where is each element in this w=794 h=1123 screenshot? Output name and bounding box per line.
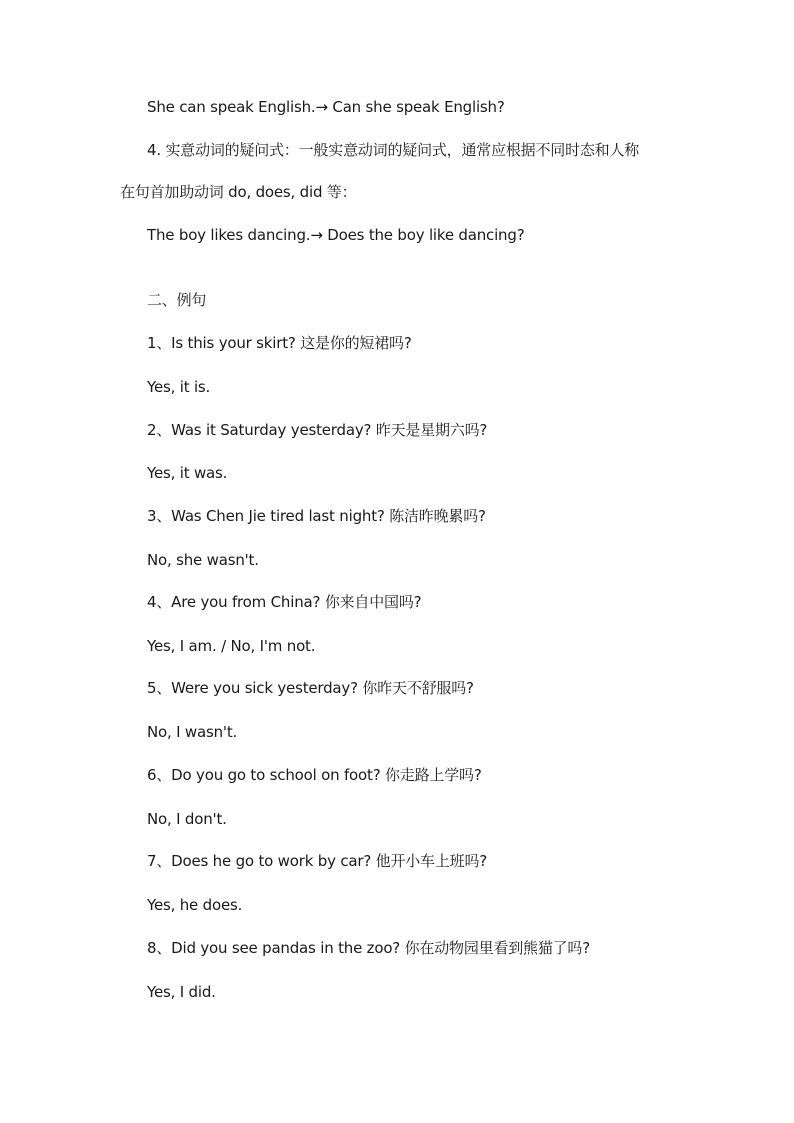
rule4-line1: 4. 实意动词的疑问式：一般实意动词的疑问式，通常应根据不同时态和人称 (147, 141, 640, 159)
example-question-8: 8、Did you see pandas in the zoo? 你在动物园里看到熊猫了吗? (147, 939, 590, 957)
intro-example: She can speak English.→ Can she speak English? (147, 98, 505, 116)
example-question-7: 7、Does he go to work by car? 他开小车上班吗? (147, 852, 488, 870)
rule4-line2: 在句首加助动词 do, does, did 等： (120, 183, 357, 201)
example-question-4: 4、Are you from China? 你来自中国吗? (147, 593, 422, 611)
example-answer-3: No, she wasn't. (147, 551, 259, 569)
example-answer-5: No, I wasn't. (147, 723, 238, 741)
example-answer-8: Yes, I did. (147, 983, 216, 1001)
example-answer-7: Yes, he does. (147, 896, 243, 914)
example-question-2: 2、Was it Saturday yesterday? 昨天是星期六吗? (147, 421, 488, 439)
example-answer-6: No, I don't. (147, 810, 227, 828)
example-answer-1: Yes, it is. (147, 378, 211, 396)
rule4-example: The boy likes dancing.→ Does the boy like dancing? (147, 226, 525, 244)
example-answer-2: Yes, it was. (147, 464, 228, 482)
example-question-5: 5、Were you sick yesterday? 你昨天不舒服吗? (147, 679, 474, 697)
example-answer-4: Yes, I am. / No, I'm not. (147, 637, 316, 655)
section-heading: 二、例句 (147, 291, 207, 309)
example-question-3: 3、Was Chen Jie tired last night? 陈洁昨晚累吗? (147, 507, 486, 525)
example-question-6: 6、Do you go to school on foot? 你走路上学吗? (147, 766, 482, 784)
example-question-1: 1、Is this your skirt? 这是你的短裙吗? (147, 334, 412, 352)
